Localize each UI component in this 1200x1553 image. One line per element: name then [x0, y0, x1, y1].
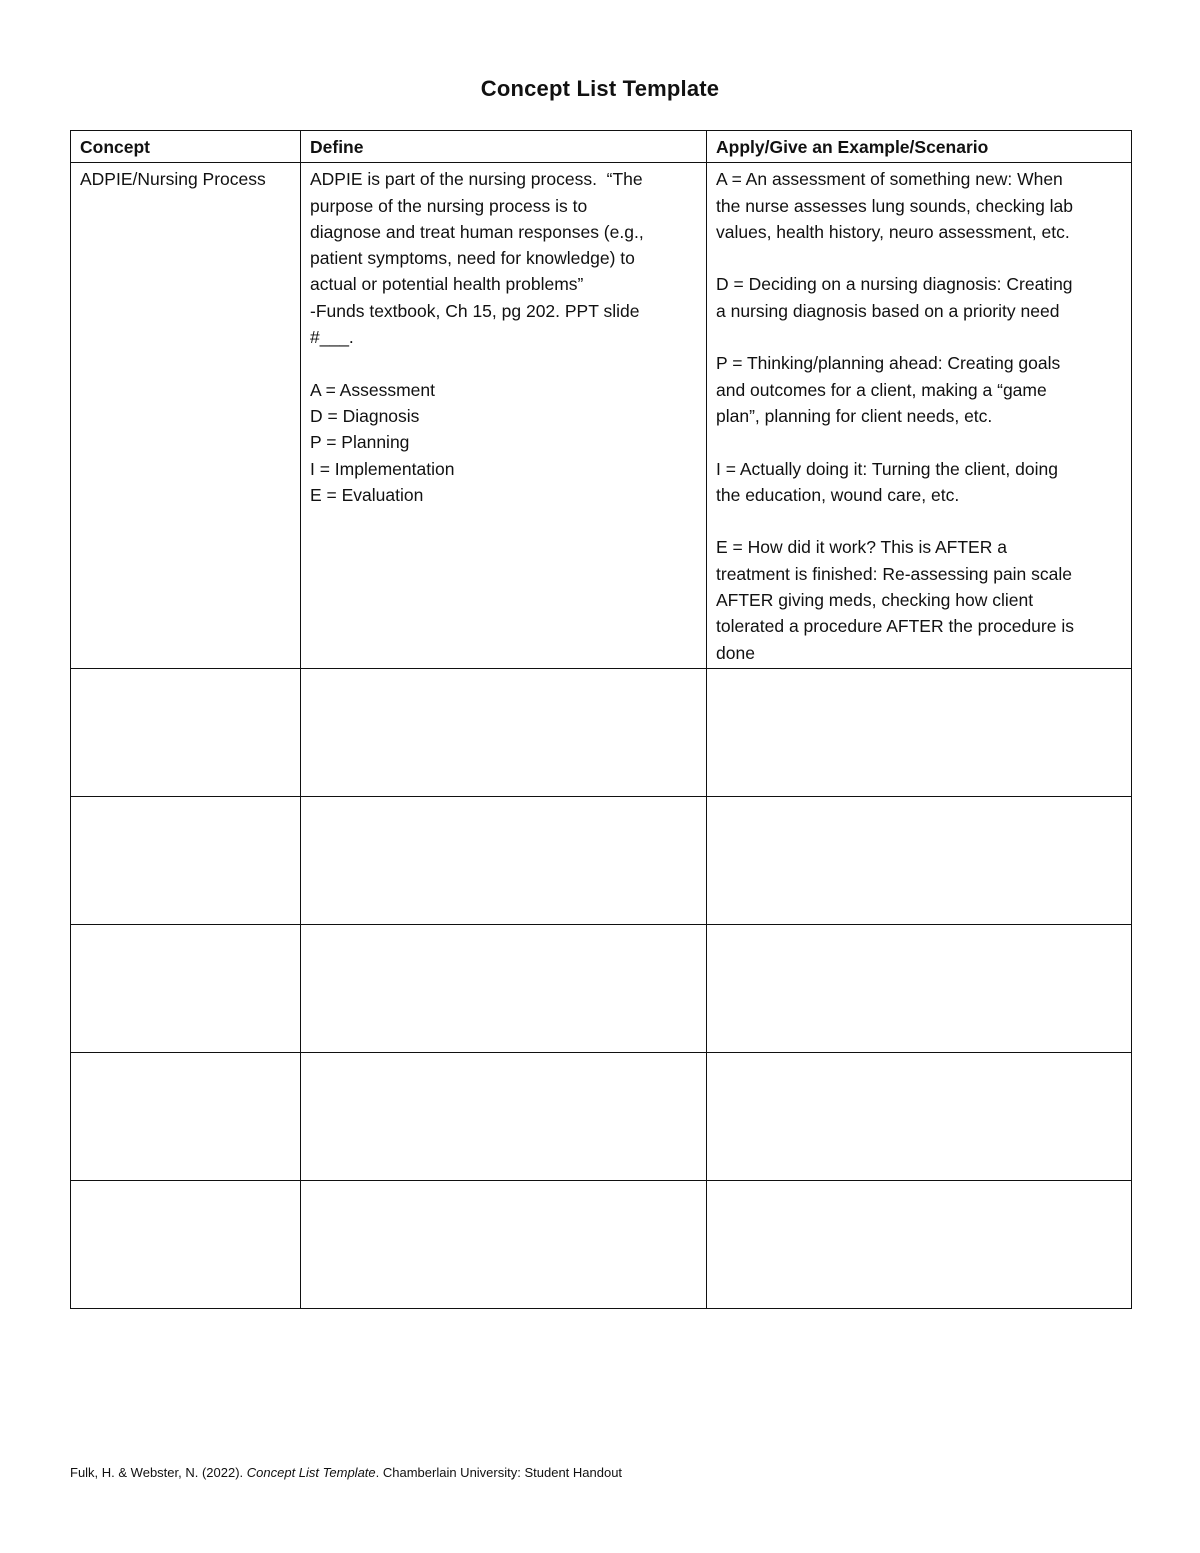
cell-concept[interactable]	[71, 163, 301, 669]
cell-define-empty[interactable]	[301, 1180, 707, 1308]
footer-prefix: Fulk, H. & Webster, N. (2022).	[70, 1465, 247, 1480]
page-title: Concept List Template	[480, 76, 720, 101]
cell-apply-empty[interactable]	[707, 796, 1132, 924]
define-line: actual or potential health problems”	[310, 274, 584, 295]
cell-apply-empty[interactable]	[707, 924, 1132, 1052]
apply-line: the education, wound care, etc.	[716, 484, 960, 505]
apply-line: values, health history, neuro assessment, etc.	[716, 221, 1070, 242]
footer-italic-title: Concept List Template	[246, 1465, 376, 1480]
paragraph-gap	[716, 324, 1122, 350]
table-header-row	[71, 131, 1132, 163]
define-line: #___.	[310, 327, 354, 348]
footer-suffix: . Chamberlain University: Student Handout	[375, 1465, 623, 1480]
apply-line: plan”, planning for client needs, etc.	[716, 405, 993, 426]
apply-line: done	[716, 642, 755, 663]
apply-line: tolerated a procedure AFTER the procedure is	[716, 616, 1074, 637]
cell-apply-empty[interactable]	[707, 1180, 1132, 1308]
table-row-empty	[71, 1052, 1132, 1180]
cell-concept-empty[interactable]	[71, 924, 301, 1052]
paragraph-gap	[716, 245, 1122, 271]
cell-define[interactable]	[301, 163, 707, 669]
cell-concept-empty[interactable]	[71, 1052, 301, 1180]
apply-line: and outcomes for a client, making a “game	[716, 379, 1047, 400]
header-define: Define	[301, 131, 707, 163]
define-line: purpose of the nursing process is to	[310, 195, 588, 216]
define-line: -Funds textbook, Ch 15, pg 202. PPT slide	[310, 300, 640, 321]
define-line: diagnose and treat human responses (e.g.,	[310, 221, 644, 242]
table-row	[71, 163, 1132, 669]
cell-apply[interactable]	[707, 163, 1132, 669]
concept-text: ADPIE/Nursing Process	[80, 169, 266, 190]
footer-citation	[70, 1465, 622, 1480]
adpie-list-item: E = Evaluation	[310, 484, 424, 505]
cell-define-empty[interactable]	[301, 924, 707, 1052]
apply-line: P = Thinking/planning ahead: Creating goals	[716, 353, 1061, 374]
define-line: ADPIE is part of the nursing process. “The	[310, 169, 643, 190]
paragraph-gap	[310, 350, 697, 376]
adpie-list-item: D = Diagnosis	[310, 405, 420, 426]
apply-line: E = How did it work? This is AFTER a	[716, 537, 1007, 558]
header-apply: Apply/Give an Example/Scenario	[707, 131, 1132, 163]
table-row-empty	[71, 924, 1132, 1052]
table-row-empty	[71, 668, 1132, 796]
table-row-empty	[71, 796, 1132, 924]
apply-line: I = Actually doing it: Turning the client, doing	[716, 458, 1058, 479]
cell-apply-empty[interactable]	[707, 668, 1132, 796]
cell-apply-empty[interactable]	[707, 1052, 1132, 1180]
apply-line: AFTER giving meds, checking how client	[716, 590, 1034, 611]
paragraph-gap	[716, 429, 1122, 455]
cell-concept-empty[interactable]	[71, 1180, 301, 1308]
apply-line: the nurse assesses lung sounds, checking lab	[716, 195, 1074, 216]
cell-concept-empty[interactable]	[71, 796, 301, 924]
apply-line: treatment is finished: Re-assessing pain scale	[716, 563, 1073, 584]
paragraph-gap	[716, 508, 1122, 534]
apply-line: A = An assessment of something new: When	[716, 169, 1063, 190]
table-row-empty	[71, 1180, 1132, 1308]
concept-table	[70, 130, 1132, 1309]
adpie-list-item: A = Assessment	[310, 379, 435, 400]
apply-line: D = Deciding on a nursing diagnosis: Creating	[716, 274, 1073, 295]
adpie-list-item: I = Implementation	[310, 458, 455, 479]
apply-line: a nursing diagnosis based on a priority need	[716, 300, 1060, 321]
cell-define-empty[interactable]	[301, 668, 707, 796]
adpie-list-item: P = Planning	[310, 432, 410, 453]
cell-define-empty[interactable]	[301, 1052, 707, 1180]
cell-define-empty[interactable]	[301, 796, 707, 924]
header-concept: Concept	[71, 131, 301, 163]
cell-concept-empty[interactable]	[71, 668, 301, 796]
define-line: patient symptoms, need for knowledge) to	[310, 248, 635, 269]
